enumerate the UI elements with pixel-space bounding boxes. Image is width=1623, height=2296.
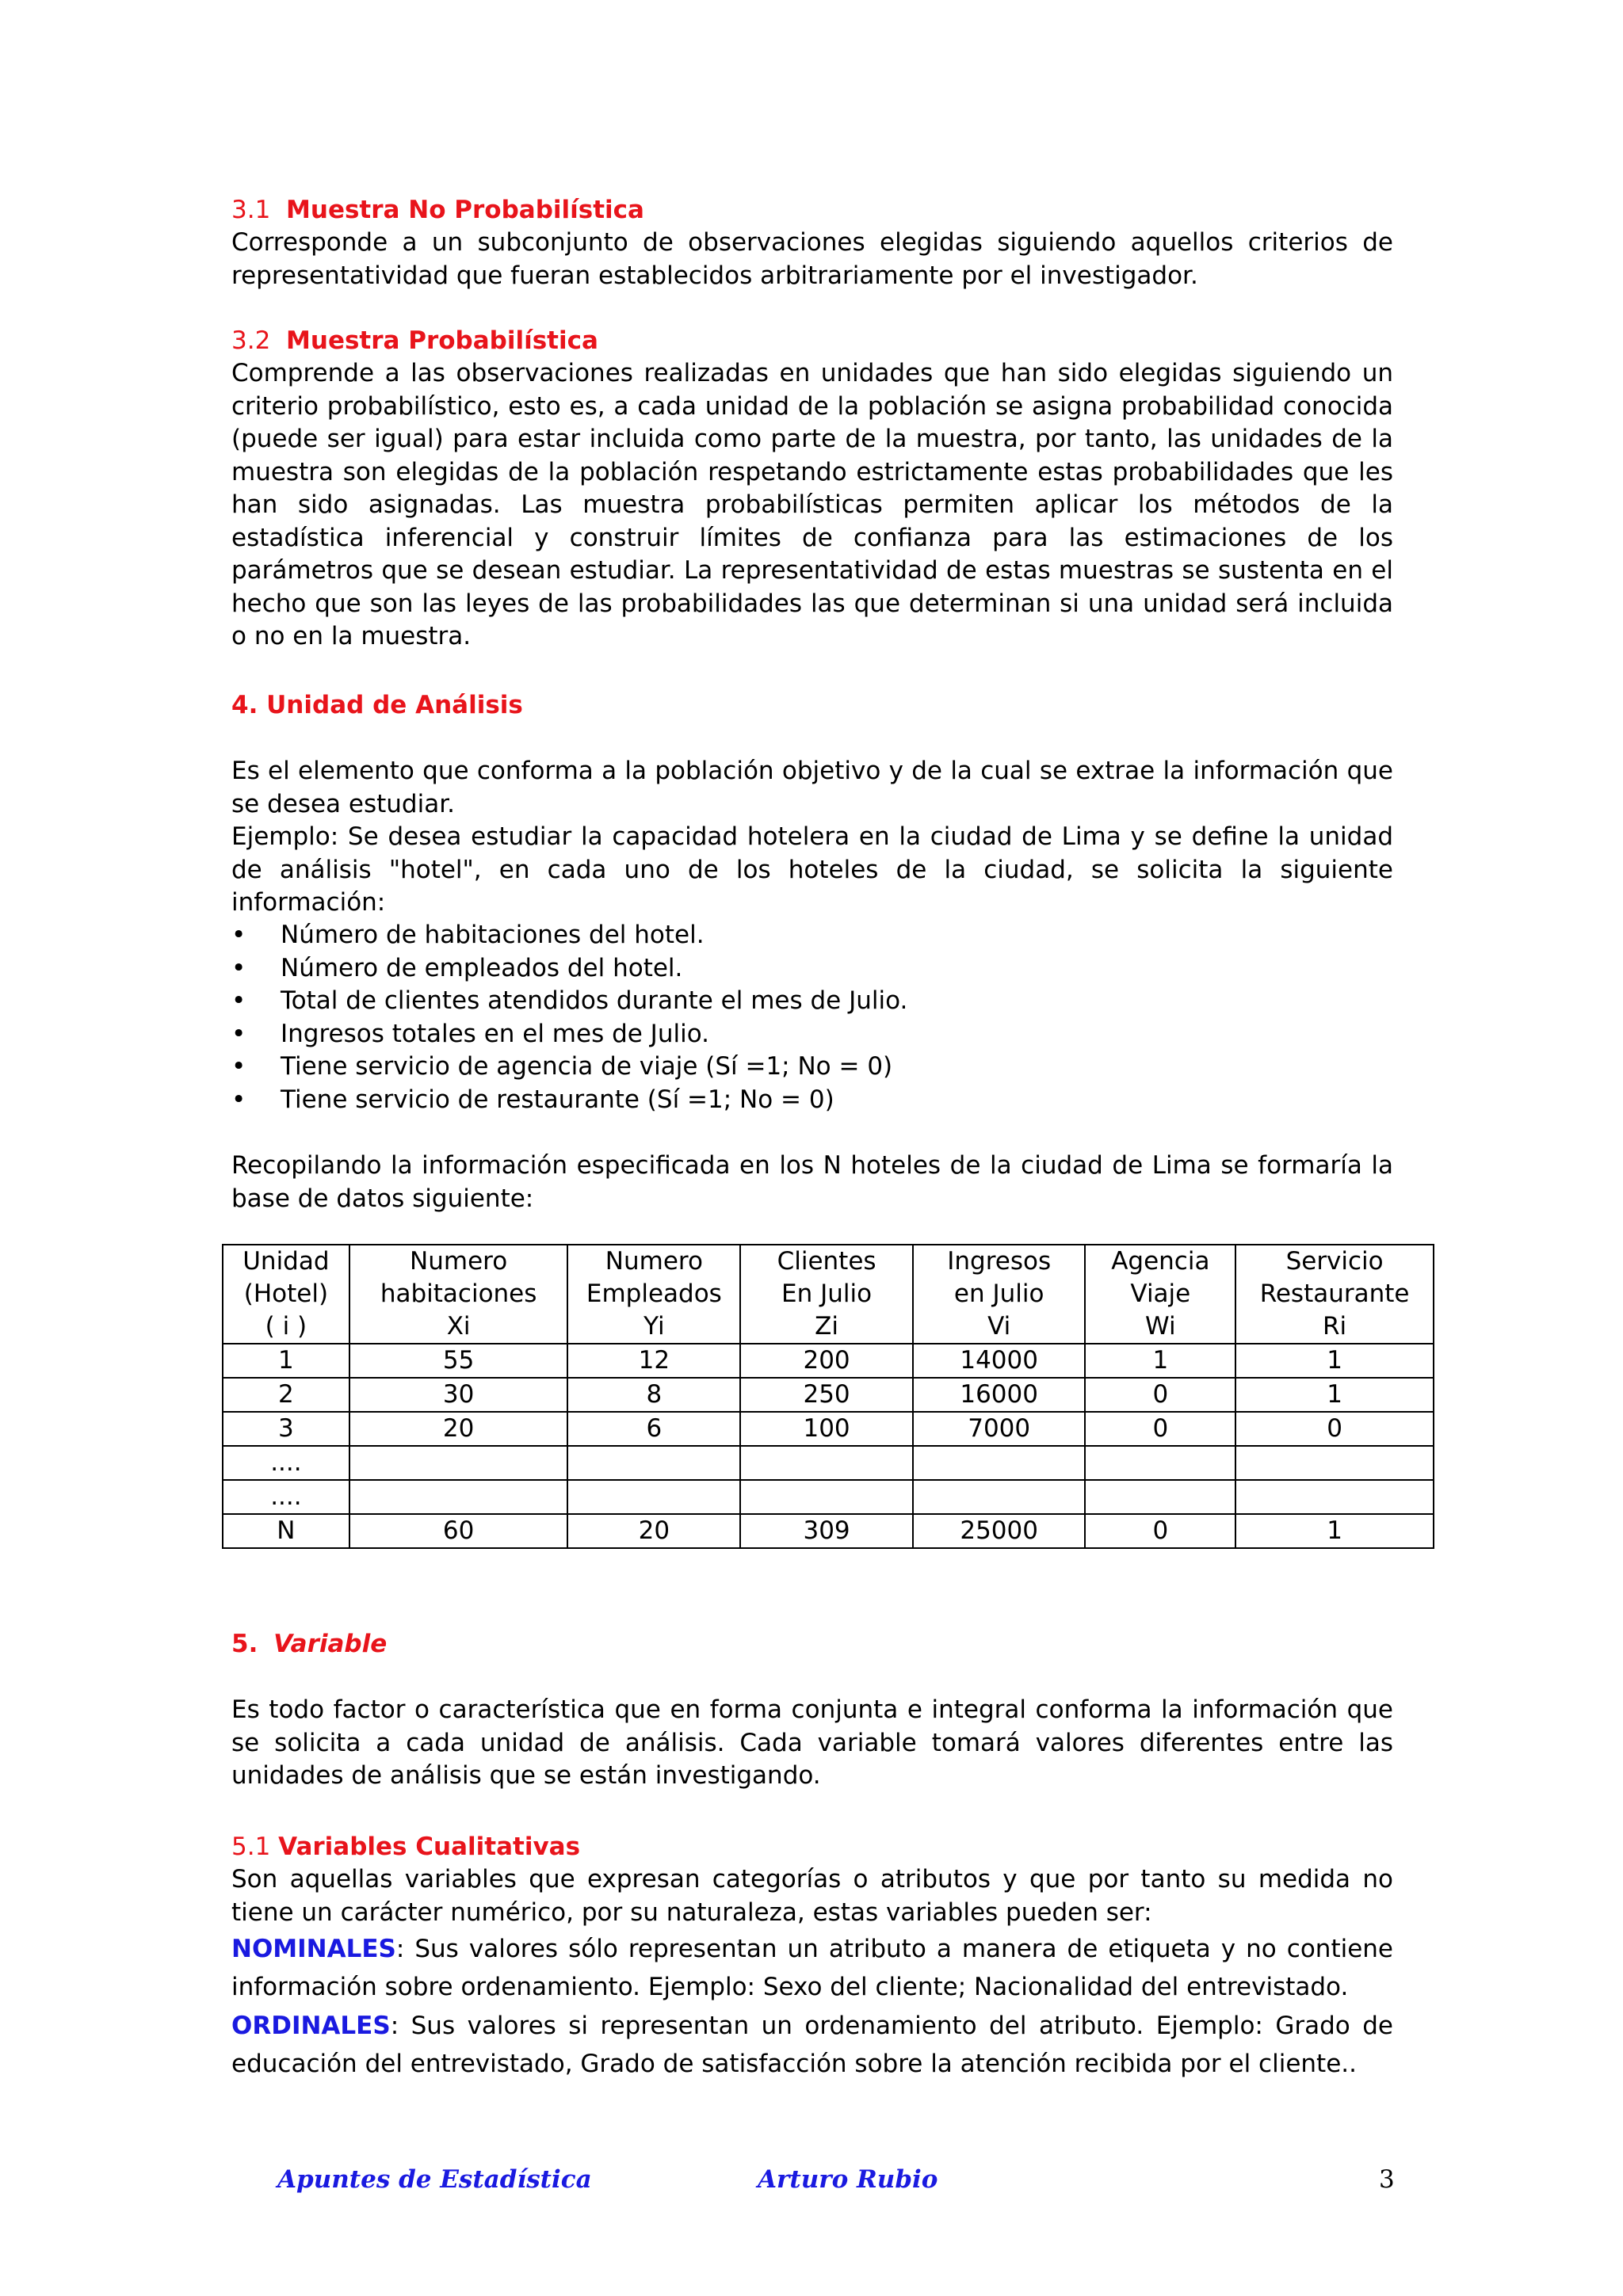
table-cell [740, 1446, 913, 1480]
table-row [223, 1412, 1434, 1446]
table-cell [1085, 1446, 1235, 1480]
section-3-1-heading [231, 194, 644, 227]
section-4-recap: Recopilando la información especificada en los N hoteles de la ciudad de Lima se formaría la base de datos siguiente: [231, 1151, 1393, 1213]
list-item: • Tiene servicio de restaurante (Sí =1; No = 0) [231, 1084, 1393, 1117]
table-cell: 6 [567, 1412, 740, 1446]
table-row [223, 1446, 1434, 1480]
table-cell: 12 [567, 1344, 740, 1378]
section-4-example: Ejemplo: Se desea estudiar la capacidad hotelera en la ciudad de Lima y se define la unidad de análisis "hotel", en cada uno de los hoteles de la ciudad, se solicita la siguiente información: [231, 822, 1393, 917]
table-cell [913, 1480, 1086, 1514]
ordinales-label: ORDINALES [231, 2012, 391, 2040]
table-cell [567, 1480, 740, 1514]
footer-page-number: 3 [1379, 2165, 1395, 2194]
table-cell: 250 [740, 1378, 913, 1412]
table-cell: 3 [223, 1412, 349, 1446]
table-row [223, 1514, 1434, 1548]
list-item: • Total de clientes atendidos durante el mes de Julio. [231, 985, 1393, 1018]
section-5-1-heading [231, 1831, 580, 1864]
list-item: • Número de empleados del hotel. [231, 952, 1393, 986]
table-cell: 1 [1235, 1378, 1434, 1412]
table-cell [740, 1480, 913, 1514]
col-header-ingresos: Ingresos en Julio Vi [913, 1245, 1086, 1344]
table-cell: 1 [1235, 1514, 1434, 1548]
table-cell: 55 [349, 1344, 568, 1378]
table-cell: 2 [223, 1378, 349, 1412]
list-item: • Tiene servicio de agencia de viaje (Sí =1; No = 0) [231, 1051, 1393, 1084]
col-header-clientes: Clientes En Julio Zi [740, 1245, 913, 1344]
table-cell [349, 1446, 568, 1480]
table-cell: 309 [740, 1514, 913, 1548]
table-row [223, 1378, 1434, 1412]
table-cell: 20 [349, 1412, 568, 1446]
table-cell: 0 [1085, 1514, 1235, 1548]
table-cell: 16000 [913, 1378, 1086, 1412]
section-5-1-body: Son aquellas variables que expresan categorías o atributos y que por tanto su medida no tiene un carácter numérico, por su naturaleza, estas variables pueden ser: [231, 1865, 1393, 1927]
section-3-2-heading [231, 325, 598, 358]
col-header-restaurante: Servicio Restaurante Ri [1235, 1245, 1434, 1344]
section-title: Muestra No Probabilística [286, 196, 644, 224]
table-cell: .... [223, 1446, 349, 1480]
nominales-text: : Sus valores sólo representan un atributo a manera de etiqueta y no contiene información sobre ordenamiento. Ejemplo: Sexo del cliente; Nacionalidad del entrevistado. [231, 1935, 1393, 2001]
table-cell: 100 [740, 1412, 913, 1446]
list-item: • Ingresos totales en el mes de Julio. [231, 1018, 1393, 1051]
table-cell [1235, 1480, 1434, 1514]
table-header-row [223, 1245, 1434, 1344]
section-title: Variable [273, 1630, 388, 1658]
table-cell: 7000 [913, 1412, 1086, 1446]
section-5-heading [231, 1628, 387, 1661]
table-cell: 30 [349, 1378, 568, 1412]
table-cell: 8 [567, 1378, 740, 1412]
table-cell: 0 [1085, 1412, 1235, 1446]
list-item: • Número de habitaciones del hotel. [231, 919, 1393, 952]
table-row [223, 1480, 1434, 1514]
table-cell: 1 [1235, 1344, 1434, 1378]
col-header-agencia: Agencia Viaje Wi [1085, 1245, 1235, 1344]
hotel-data-table [222, 1244, 1434, 1549]
section-3-1-body: Corresponde a un subconjunto de observaciones elegidas siguiendo aquellos criterios de representatividad que fueran establecidos arbitrariamente por el investigador. [231, 228, 1393, 290]
nominales-label: NOMINALES [231, 1935, 396, 1963]
table-cell: 1 [1085, 1344, 1235, 1378]
table-cell: 60 [349, 1514, 568, 1548]
ordinales-text: : Sus valores si representan un ordenamiento del atributo. Ejemplo: Grado de educación del entrevistado, Grado de satisfacción sobre la atención recibida por el cliente.. [231, 2012, 1393, 2078]
col-header-habitaciones: Numero habitaciones Xi [349, 1245, 568, 1344]
table-cell: .... [223, 1480, 349, 1514]
section-4-heading: 4. Unidad de Análisis [231, 691, 523, 719]
section-title: Muestra Probabilística [286, 326, 598, 355]
table-row [223, 1344, 1434, 1378]
table-cell: 0 [1085, 1378, 1235, 1412]
footer-title: Apuntes de Estadística [277, 2165, 592, 2194]
nominales-paragraph [231, 1930, 1393, 2006]
section-number: 3.2 [231, 326, 271, 355]
col-header-empleados: Numero Empleados Yi [567, 1245, 740, 1344]
table-cell: 20 [567, 1514, 740, 1548]
ordinales-paragraph [231, 2007, 1393, 2083]
table-cell [567, 1446, 740, 1480]
table-cell: 1 [223, 1344, 349, 1378]
table-cell [913, 1446, 1086, 1480]
info-bullet-list [231, 919, 1393, 1116]
section-4-body: Es el elemento que conforma a la población objetivo y de la cual se extrae la información que se desea estudiar. [231, 757, 1393, 818]
table-cell: N [223, 1514, 349, 1548]
col-header-unidad: Unidad (Hotel) ( i ) [223, 1245, 349, 1344]
table-cell [1235, 1446, 1434, 1480]
table-cell: 14000 [913, 1344, 1086, 1378]
section-number: 3.1 [231, 196, 271, 224]
table-cell: 25000 [913, 1514, 1086, 1548]
section-number: 5.1 [231, 1833, 271, 1861]
section-title: Variables Cualitativas [278, 1833, 581, 1861]
table-cell [349, 1480, 568, 1514]
section-3-2-body: Comprende a las observaciones realizadas en unidades que han sido elegidas siguiendo un criterio probabilístico, esto es, a cada unidad de la población se asigna probabilidad conocida (puede ser igual) para estar incluida como parte de la muestra, por tanto, las unidades de la muestra son elegidas de la población respetando estrictamente estas probabilidades que les han sido asignadas. Las muestra probabilísticas permiten aplicar los métodos de la estadística inferencial y construir límites de confianza para las estimaciones de los parámetros que se desean estudiar. La representatividad de estas muestras se sustenta en el hecho que son las leyes de las probabilidades las que determinan si una unidad será incluida o no en la muestra. [231, 359, 1393, 650]
section-5-body: Es todo factor o característica que en forma conjunta e integral conforma la información que se solicita a cada unidad de análisis. Cada variable tomará valores diferentes entre las unidades de análisis que se están investigando. [231, 1695, 1393, 1790]
table-cell [1085, 1480, 1235, 1514]
section-number: 5. [231, 1630, 258, 1658]
table-cell: 0 [1235, 1412, 1434, 1446]
table-cell: 200 [740, 1344, 913, 1378]
footer-author: Arturo Rubio [758, 2165, 938, 2194]
